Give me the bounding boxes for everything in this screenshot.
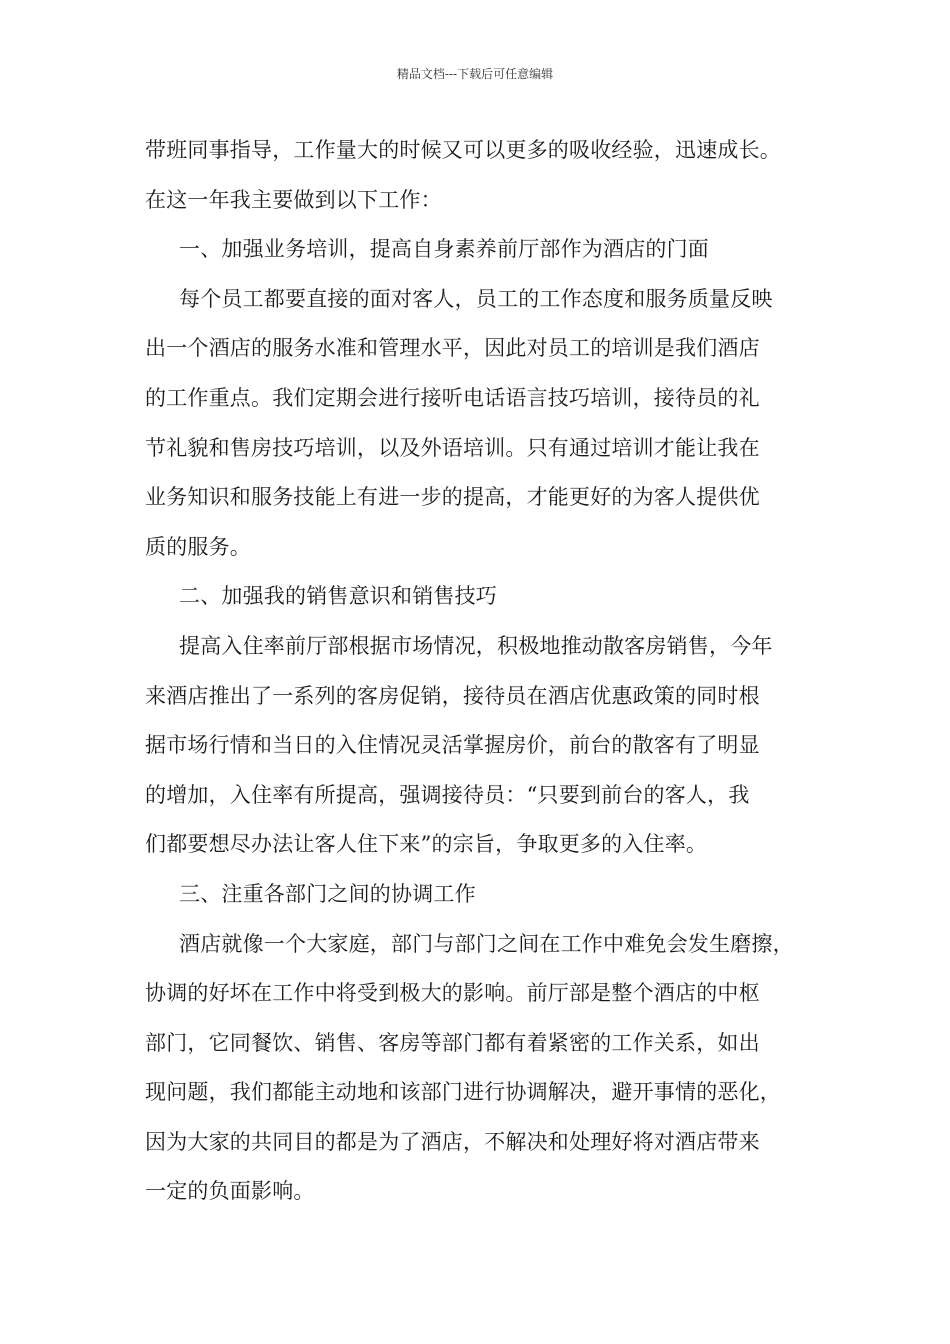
text-line: 质的服务。: [145, 534, 251, 559]
text-line: 在这一年我主要做到以下工作：: [145, 187, 442, 212]
section-heading-1: 一、加强业务培训，提高自身素养前厅部作为酒店的门面: [179, 237, 709, 262]
text-line: 因为大家的共同目的都是为了酒店，不解决和处理好将对酒店带来: [145, 1129, 760, 1154]
text-line: 部门，它同餐饮、销售、客房等部门都有着紧密的工作关系，如出: [145, 1030, 760, 1055]
page-header: 精品文档---下载后可任意编辑: [396, 67, 554, 81]
text-line: 节礼貌和售房技巧培训，以及外语培训。只有通过培训才能让我在: [145, 435, 760, 460]
text-line: 们都要想尽办法让客人住下来”的宗旨，争取更多的入住率。: [145, 832, 708, 857]
paragraph-start: 提高入住率前厅部根据市场情况，积极地推动散客房销售，今年: [179, 633, 773, 658]
text-line: 协调的好坏在工作中将受到极大的影响。前厅部是整个酒店的中枢: [145, 981, 760, 1006]
document-body: [145, 126, 815, 1217]
text-line: 据市场行情和当日的入住情况灵活掌握房价，前台的散客有了明显: [145, 733, 760, 758]
text-line: 业务知识和服务技能上有进一步的提高，才能更好的为客人提供优: [145, 485, 760, 510]
text-line: 现问题，我们都能主动地和该部门进行协调解决，避开事情的恶化，: [145, 1080, 781, 1105]
text-line: 的增加，入住率有所提高，强调接待员：“只要到前台的客人，我: [145, 782, 750, 807]
text-line: 带班同事指导，工作量大的时候又可以更多的吸收经验，迅速成长。: [145, 138, 781, 162]
paragraph-start: 每个员工都要直接的面对客人，员工的工作态度和服务质量反映: [179, 286, 773, 311]
section-heading-3: 三、注重各部门之间的协调工作: [179, 881, 476, 906]
text-line: 一定的负面影响。: [145, 1179, 315, 1204]
text-line: 来酒店推出了一系列的客房促销，接待员在酒店优惠政策的同时根: [145, 683, 760, 708]
section-heading-2: 二、加强我的销售意识和销售技巧: [179, 584, 497, 609]
text-line: 的工作重点。我们定期会进行接听电话语言技巧培训，接待员的礼: [145, 385, 760, 410]
paragraph-start: 酒店就像一个大家庭，部门与部门之间在工作中难免会发生磨擦，: [179, 931, 794, 956]
text-line: 出一个酒店的服务水准和管理水平，因此对员工的培训是我们酒店: [145, 336, 760, 361]
